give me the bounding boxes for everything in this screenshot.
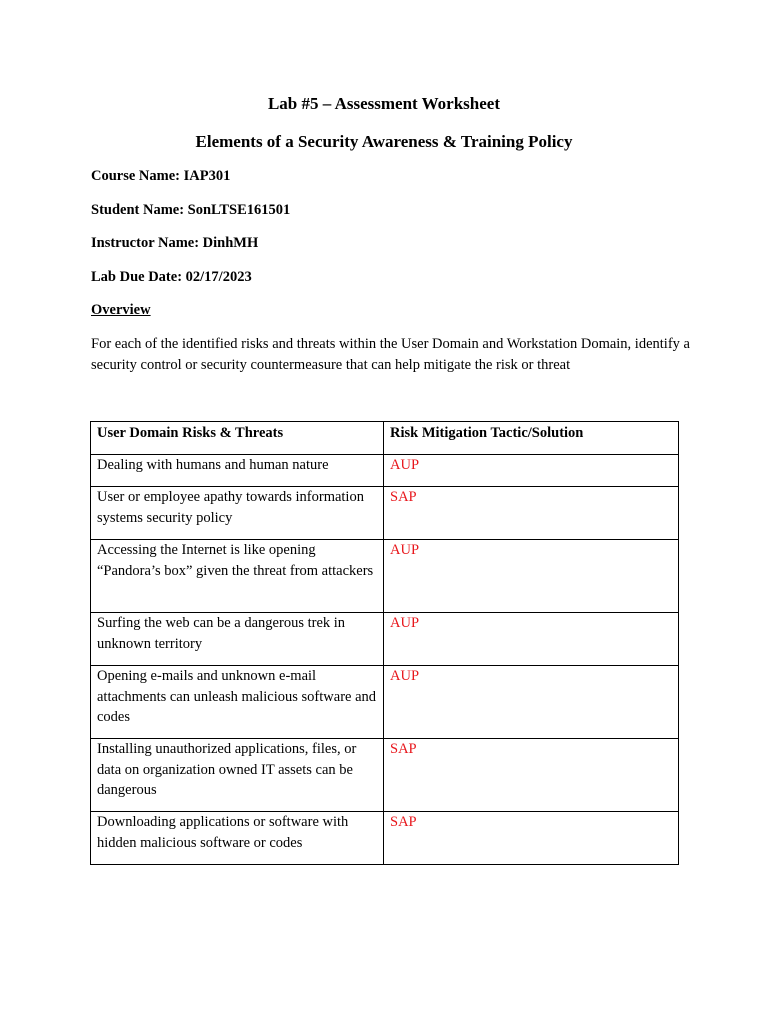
table-row <box>91 739 679 812</box>
header-risks-threats: User Domain Risks & Threats <box>91 422 384 455</box>
solution-cell: AUP <box>384 455 679 487</box>
risk-cell: Opening e-mails and unknown e-mail attachments can unleash malicious software and codes <box>91 666 384 739</box>
table-row <box>91 487 679 540</box>
instructor-name: Instructor Name: DinhMH <box>91 235 259 251</box>
overview-heading: Overview <box>91 302 151 318</box>
solution-cell: AUP <box>384 666 679 739</box>
solution-cell: AUP <box>384 613 679 666</box>
course-name: Course Name: IAP301 <box>91 168 231 184</box>
solution-cell: AUP <box>384 540 679 613</box>
solution-cell: SAP <box>384 739 679 812</box>
solution-cell: SAP <box>384 812 679 865</box>
table-row <box>91 540 679 613</box>
risk-table <box>90 421 679 865</box>
table-row <box>91 455 679 487</box>
risk-cell: Downloading applications or software with hidden malicious software or codes <box>91 812 384 865</box>
header-mitigation: Risk Mitigation Tactic/Solution <box>384 422 679 455</box>
risk-cell: Installing unauthorized applications, files, or data on organization owned IT assets can be dangerous <box>91 739 384 812</box>
student-name: Student Name: SonLTSE161501 <box>91 202 291 218</box>
risk-cell: Surfing the web can be a dangerous trek in unknown territory <box>91 613 384 666</box>
table-header-row <box>91 422 679 455</box>
table-row <box>91 666 679 739</box>
overview-text: For each of the identified risks and threats within the User Domain and Workstation Domain, identify a security control or security countermeasure that can help mitigate the risk or threat <box>91 336 690 373</box>
table-row <box>91 812 679 865</box>
risk-cell: Dealing with humans and human nature <box>91 455 384 487</box>
solution-cell: SAP <box>384 487 679 540</box>
risk-cell: User or employee apathy towards information systems security policy <box>91 487 384 540</box>
risk-cell: Accessing the Internet is like opening “Pandora’s box” given the threat from attackers <box>91 540 384 613</box>
lab-due-date: Lab Due Date: 02/17/2023 <box>91 269 252 285</box>
table-row <box>91 613 679 666</box>
document-title: Lab #5 – Assessment Worksheet <box>267 94 501 113</box>
document-subtitle: Elements of a Security Awareness & Training Policy <box>195 132 573 151</box>
